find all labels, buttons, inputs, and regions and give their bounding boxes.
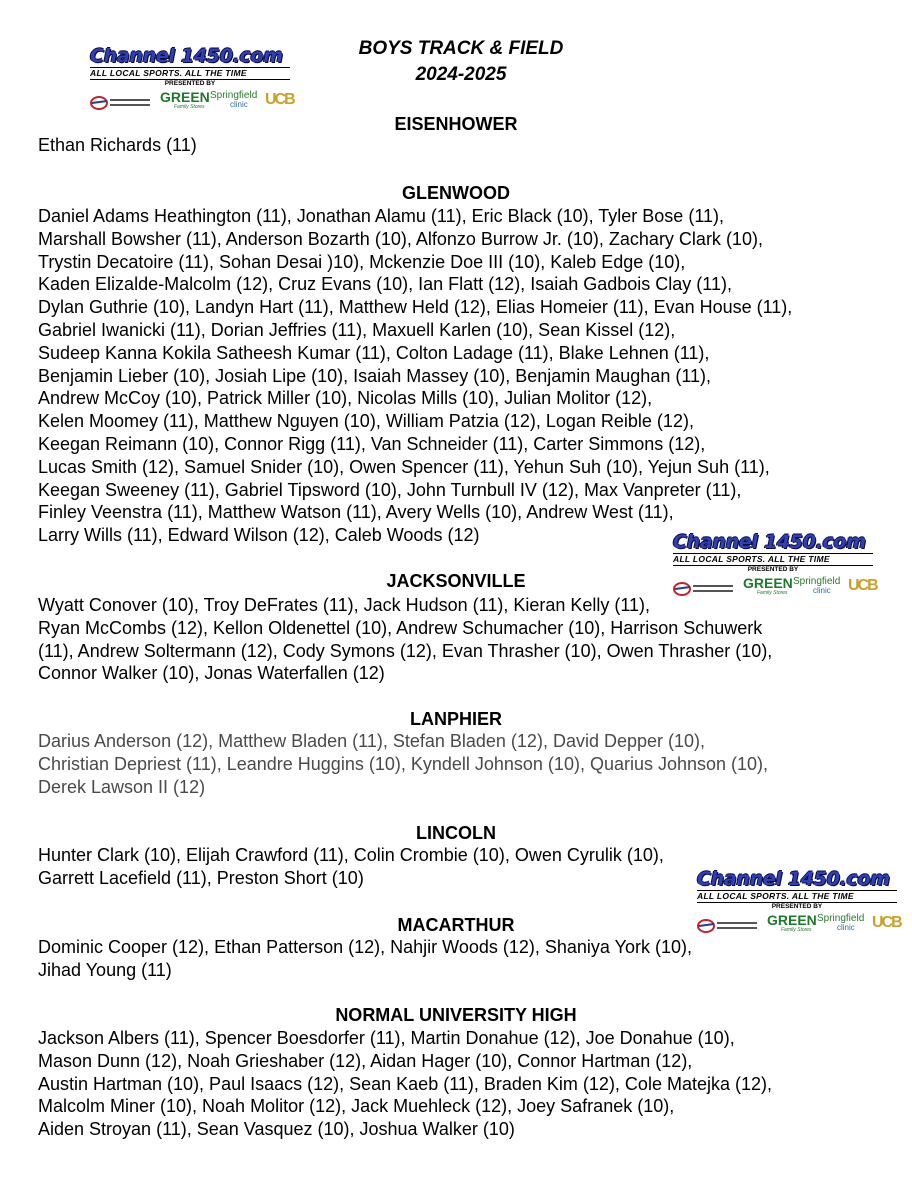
roster-line: Dominic Cooper (12), Ethan Patterson (12), Nahjir Woods (12), Shaniya York (10), — [38, 937, 692, 957]
school-heading: NORMAL UNIVERSITY HIGH — [335, 1005, 577, 1025]
roster-paragraph — [38, 844, 664, 890]
roster-line: Benjamin Lieber (10), Josiah Lipe (10), Isaiah Massey (10), Benjamin Maughan (11), — [38, 365, 712, 386]
sponsor-green-sub: Family Stores — [757, 590, 788, 596]
roster-line: Hunter Clark (10), Elijah Crawford (11), Colin Crombie (10), Owen Cyrulik (10), — [38, 845, 664, 865]
roster-paragraph — [38, 205, 792, 547]
season-label: 2024-2025 — [415, 64, 507, 85]
roster-line: Mason Dunn (12), Noah Grieshaber (12), Aidan Hager (10), Connor Hartman (12), — [38, 1050, 693, 1071]
roster-line: Marshall Bowsher (11), Anderson Bozarth (10), Alfonzo Burrow Jr. (10), Zachary Clark (10), — [38, 228, 763, 249]
roster-line: Jihad Young (11) — [38, 959, 172, 980]
roster-line: Malcolm Miner (10), Noah Molitor (12), Jack Muehleck (12), Joey Safranek (10), — [38, 1096, 675, 1117]
sponsor-ucb: UCB — [872, 914, 901, 931]
roster-line: Jackson Albers (11), Spencer Boesdorfer (11), Martin Donahue (12), Joe Donahue (10), — [38, 1028, 735, 1048]
sponsor-ucb: UCB — [265, 91, 294, 108]
logo-tagline: ALL LOCAL SPORTS. ALL THE TIME — [697, 890, 897, 903]
roster-paragraph — [38, 936, 692, 982]
logo-presented-by: PRESENTED BY — [771, 903, 823, 910]
roster-line: (11), Andrew Soltermann (12), Cody Symons (12), Evan Thrasher (10), Owen Thrasher (10), — [38, 640, 773, 661]
sponsor-green: GREEN — [743, 575, 793, 591]
roster-line: Connor Walker (10), Jonas Waterfallen (12) — [38, 663, 385, 684]
roster-line: Finley Veenstra (11), Matthew Watson (11), Avery Wells (10), Andrew West (11), — [38, 502, 674, 523]
roster-line: Kaden Elizalde-Malcolm (12), Cruz Evans (10), Ian Flatt (12), Isaiah Gadbois Clay (11), — [38, 274, 732, 295]
sponsor-green: GREEN — [767, 912, 817, 928]
sponsor-green: GREEN — [160, 89, 210, 105]
logo-presented-by: PRESENTED BY — [747, 566, 799, 573]
sponsor-clinic: clinic — [837, 923, 855, 932]
sponsor-green-sub: Family Stores — [174, 104, 205, 110]
logo-tagline: ALL LOCAL SPORTS. ALL THE TIME — [673, 553, 873, 566]
roster-line: Dylan Guthrie (10), Landyn Hart (11), Matthew Held (12), Elias Homeier (11), Evan House (11), — [38, 297, 793, 318]
roster-line: Aiden Stroyan (11), Sean Vasquez (10), Joshua Walker (10) — [38, 1119, 515, 1140]
logo-brand: Channel 1450.com — [90, 45, 283, 67]
airport-logo-icon — [90, 93, 152, 113]
roster-paragraph — [38, 1027, 772, 1141]
logo-brand: Channel 1450.com — [697, 868, 890, 890]
roster-line: Wyatt Conover (10), Troy DeFrates (11), Jack Hudson (11), Kieran Kelly (11), — [38, 595, 651, 615]
document-title: BOYS TRACK & FIELD — [358, 38, 564, 59]
sponsor-springfield: Springfield — [793, 576, 841, 587]
logo-tagline: ALL LOCAL SPORTS. ALL THE TIME — [90, 67, 290, 80]
school-heading: MACARTHUR — [397, 915, 515, 935]
roster-line: Ethan Richards (11) — [38, 135, 197, 155]
sponsor-springfield: Springfield — [210, 90, 258, 101]
roster-line: Larry Wills (11), Edward Wilson (12), Caleb Woods (12) — [38, 525, 480, 546]
roster-line: Lucas Smith (12), Samuel Snider (10), Owen Spencer (11), Yehun Suh (10), Yejun Suh (11), — [38, 456, 770, 477]
roster-line: Keegan Sweeney (11), Gabriel Tipsword (10), John Turnbull IV (12), Max Vanpreter (11), — [38, 479, 742, 500]
roster-paragraph — [38, 134, 197, 157]
sponsor-ucb: UCB — [848, 577, 877, 594]
logo-sponsors — [90, 89, 294, 115]
roster-line: Gabriel Iwanicki (11), Dorian Jeffries (11), Maxuell Karlen (10), Sean Kissel (12), — [38, 319, 676, 340]
logo-presented-by: PRESENTED BY — [164, 80, 216, 87]
sponsor-clinic: clinic — [230, 100, 248, 109]
roster-line: Austin Hartman (10), Paul Isaacs (12), Sean Kaeb (11), Braden Kim (12), Cole Matejka (12), — [38, 1073, 772, 1094]
sponsor-springfield: Springfield — [817, 913, 865, 924]
school-heading: JACKSONVILLE — [386, 571, 526, 591]
roster-line: Daniel Adams Heathington (11), Jonathan Alamu (11), Eric Black (10), Tyler Bose (11), — [38, 206, 724, 226]
logo-brand: Channel 1450.com — [673, 531, 866, 553]
roster-line: Ryan McCombs (12), Kellon Oldenettel (10), Andrew Schumacher (10), Harrison Schuwerk — [38, 617, 763, 638]
sponsor-clinic: clinic — [813, 586, 831, 595]
school-heading: GLENWOOD — [402, 183, 510, 203]
roster-line: Garrett Lacefield (11), Preston Short (10) — [38, 867, 364, 888]
roster-line: Trystin Decatoire (11), Sohan Desai )10), Mckenzie Doe III (10), Kaleb Edge (10), — [38, 251, 686, 272]
school-heading: LINCOLN — [416, 823, 496, 843]
roster-line: Christian Depriest (11), Leandre Huggins (10), Kyndell Johnson (10), Quarius Johnson (10), — [38, 753, 769, 774]
roster-line: Andrew McCoy (10), Patrick Miller (10), Nicolas Mills (10), Julian Molitor (12), — [38, 388, 653, 409]
school-heading: LANPHIER — [409, 709, 502, 729]
roster-line: Darius Anderson (12), Matthew Bladen (11), Stefan Bladen (12), David Depper (10), — [38, 731, 706, 751]
roster-line: Sudeep Kanna Kokila Satheesh Kumar (11), Colton Ladage (11), Blake Lehnen (11), — [38, 342, 710, 363]
roster-paragraph — [38, 594, 772, 685]
roster-line: Kelen Moomey (11), Matthew Nguyen (10), William Patzia (12), Logan Reible (12), — [38, 411, 694, 432]
roster-paragraph — [38, 730, 768, 798]
roster-line: Keegan Reimann (10), Connor Rigg (11), Van Schneider (11), Carter Simmons (12), — [38, 433, 706, 454]
roster-line: Derek Lawson II (12) — [38, 776, 206, 797]
school-heading: EISENHOWER — [394, 114, 518, 134]
sponsor-green-sub: Family Stores — [781, 927, 812, 933]
